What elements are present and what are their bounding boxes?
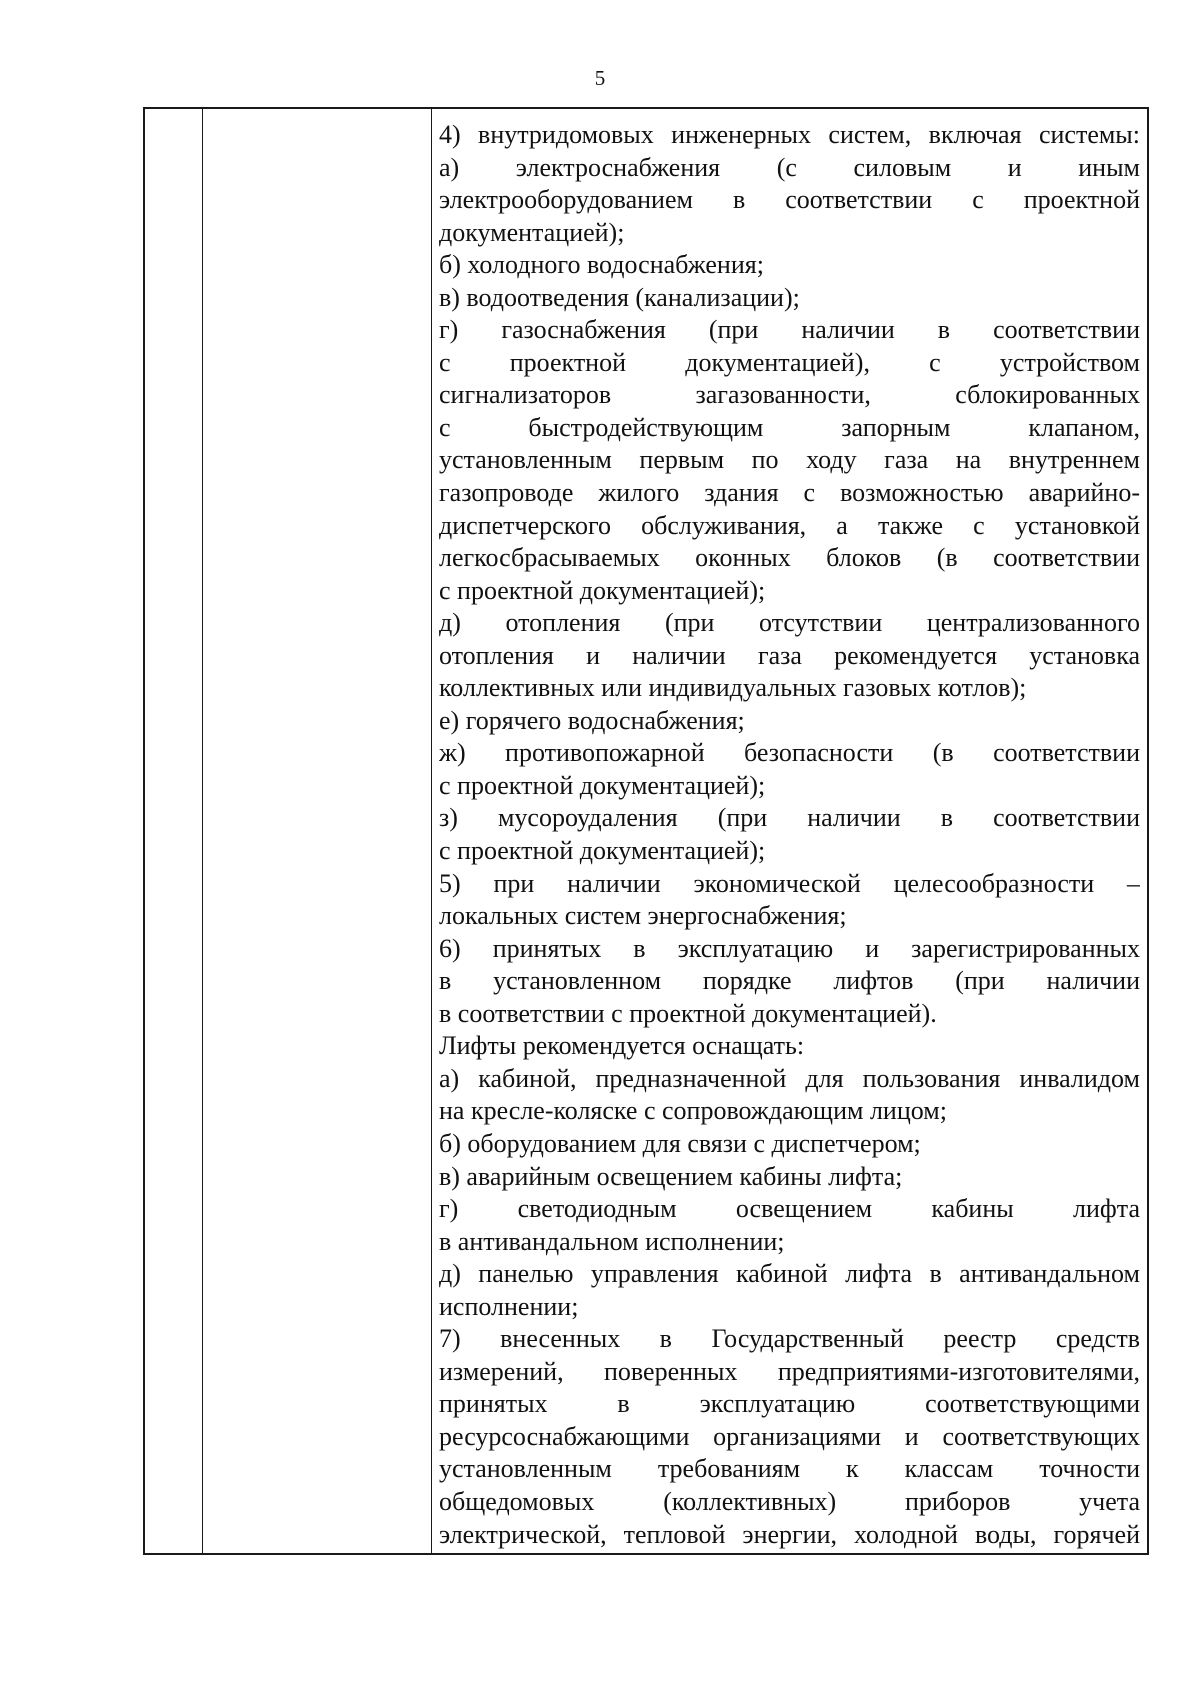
text-line: с проектной документацией); (439, 836, 766, 866)
text-line: 6) принятых в эксплуатацию и зарегистрированных (439, 933, 1140, 963)
text-line: г) газоснабжения (при наличии в соответствии (439, 315, 1140, 345)
text-line: принятых в эксплуатацию соответствующими (439, 1389, 1140, 1419)
table-cell-content (432, 109, 1147, 1553)
text-line: с проектной документацией); (439, 575, 766, 605)
text-line: измерений, поверенных предприятиями-изготовителями, (439, 1356, 1140, 1386)
text-line: с проектной документацией), с устройством (439, 347, 1140, 377)
text-line: установленным требованиям к классам точности (439, 1454, 1140, 1484)
text-line: исполнении; (439, 1291, 579, 1321)
text-line: с проектной документацией); (439, 770, 766, 800)
text-line: легкосбрасываемых оконных блоков (в соответствии (439, 543, 1140, 573)
text-line: сигнализаторов загазованности, сблокированных (439, 380, 1140, 410)
text-line: е) горячего водоснабжения; (439, 705, 745, 735)
text-line: общедомовых (коллективных) приборов учета (439, 1486, 1140, 1516)
text-line: электрической, тепловой энергии, холодной воды, горячей (439, 1519, 1140, 1549)
text-line: установленным первым по ходу газа на внутреннем (439, 445, 1140, 475)
text-line: д) отопления (при отсутствии централизованного (439, 608, 1140, 638)
text-line: в) аварийным освещением кабины лифта; (439, 1161, 903, 1191)
page-number: 5 (594, 66, 606, 90)
text-line: в антивандальном исполнении; (439, 1226, 785, 1256)
text-line: ресурсоснабжающими организациями и соответствующих (439, 1421, 1140, 1451)
text-line: а) кабиной, предназначенной для пользования инвалидом (439, 1063, 1140, 1093)
text-line: в) водоотведения (канализации); (439, 282, 800, 312)
text-line: диспетчерского обслуживания, а также с установкой (439, 510, 1140, 540)
table-cell-number (145, 109, 203, 1553)
text-line: электрооборудованием в соответствии с проектной (439, 185, 1140, 215)
text-line: 7) внесенных в Государственный реестр средств (439, 1324, 1140, 1354)
text-line: з) мусороудаления (при наличии в соответствии (439, 803, 1140, 833)
text-line: ж) противопожарной безопасности (в соответствии (439, 738, 1140, 768)
text-line: в соответствии с проектной документацией). (439, 998, 937, 1028)
text-line: г) светодиодным освещением кабины лифта (439, 1194, 1140, 1224)
text-line: локальных систем энергоснабжения; (439, 901, 847, 931)
document-table (143, 107, 1149, 1555)
text-line: коллективных или индивидуальных газовых котлов); (439, 673, 1027, 703)
text-line: 5) при наличии экономической целесообразности – (439, 868, 1140, 898)
text-line: с быстродействующим запорным клапаном, (439, 412, 1140, 442)
text-line: газопроводе жилого здания с возможностью аварийно- (439, 478, 1140, 508)
text-line: в установленном порядке лифтов (при наличии (439, 966, 1140, 996)
text-line: отопления и наличии газа рекомендуется установка (439, 640, 1140, 670)
text-line: д) панелью управления кабиной лифта в антивандальном (439, 1259, 1140, 1289)
text-line: на кресле-коляске с сопровождающим лицом; (439, 1096, 947, 1126)
table-cell-name (203, 109, 432, 1553)
text-line: Лифты рекомендуется оснащать: (439, 1031, 805, 1061)
text-line: а) электроснабжения (с силовым и иным (439, 152, 1140, 182)
text-line: б) холодного водоснабжения; (439, 250, 764, 280)
text-line: б) оборудованием для связи с диспетчером; (439, 1128, 921, 1158)
text-line: 4) внутридомовых инженерных систем, включая системы: (439, 120, 1140, 149)
text-line: документацией); (439, 217, 625, 247)
